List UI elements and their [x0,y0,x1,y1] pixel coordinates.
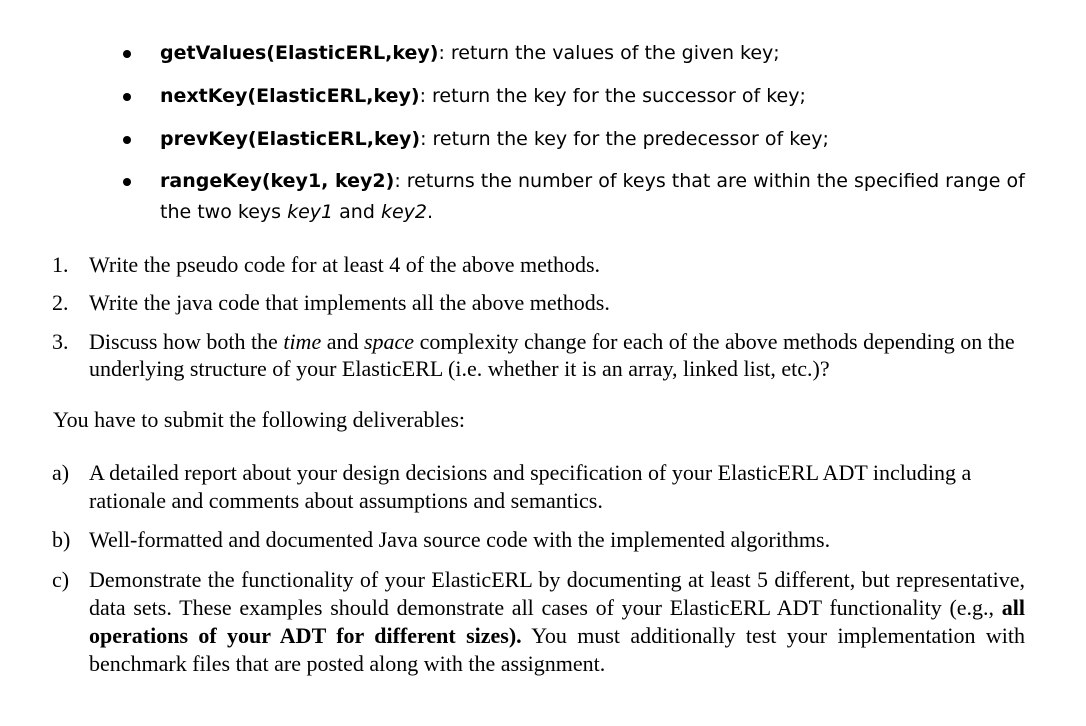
method-name: getValues(ElasticERL,key) [160,42,439,64]
list-letter: b) [52,527,71,552]
task-item-2 [52,289,1039,316]
deliverable-item-b [52,526,1025,554]
task-item-3 [52,328,1039,382]
key2-term: key2 [380,201,427,223]
method-name: nextKey(ElasticERL,key) [160,85,420,107]
bullet-icon [123,136,131,144]
period: . [426,201,434,223]
deliverable-text: A detailed report about your design decisions and specification of your ElasticERL ADT including a rationale and comments about assumptions and semantics. [89,460,972,513]
task-text: Write the java code that implements all the above methods. [89,290,610,315]
method-item-rangekey [160,166,1030,228]
deliverable-emphasis: all operations of your ADT for different sizes). [89,595,1025,648]
deliverable-text: Well-formatted and documented Java source code with the implemented algorithms. [89,527,831,552]
list-letter: c) [52,567,70,592]
list-letter: a) [52,460,70,485]
task-text: and [321,329,364,354]
deliverable-item-a [52,459,1025,515]
bullet-icon [123,93,131,101]
list-number: 3. [52,329,69,354]
task-text: complexity change for each of the above methods depending on the underlying structure of your ElasticERL (i.e. whether it is an array, linked list, etc.)? [89,329,1015,381]
method-description: : return the key for the predecessor of key; [420,128,829,150]
space-term: space [363,329,415,354]
task-item-1 [52,251,1039,278]
method-name: rangeKey(key1, key2) [160,170,395,192]
task-text: Discuss how both the [89,329,284,354]
method-item-nextkey [160,81,1040,112]
list-number: 2. [52,290,69,315]
deliverables-intro: You have to submit the following deliverables: [53,407,466,432]
method-description: : return the values of the given key; [438,42,780,64]
method-item-prevkey [160,124,1040,155]
deliverable-text: Demonstrate the functionality of your ElasticERL by documenting at least 5 different, but representative, data sets. These examples should demonstrate all cases of your ElasticERL ADT functionality (e.g., [89,567,1025,620]
deliverable-item-c [52,566,1025,678]
deliverable-text: You must additionally test your implementation with benchmark files that are posted along with the assignment. [89,623,1025,676]
method-item-getvalues [160,38,1040,69]
time-term: time [283,329,322,354]
task-text: Write the pseudo code for at least 4 of the above methods. [89,252,601,277]
key1-term: key1 [287,201,334,223]
list-number: 1. [52,252,69,277]
method-description: : returns the number of keys that are within the specified range of the two keys [160,170,1025,223]
bullet-icon [123,178,131,186]
method-description: : return the key for the successor of key; [419,85,806,107]
method-name: prevKey(ElasticERL,key) [160,128,421,150]
bullet-icon [123,50,131,58]
conjunction: and [333,201,381,223]
